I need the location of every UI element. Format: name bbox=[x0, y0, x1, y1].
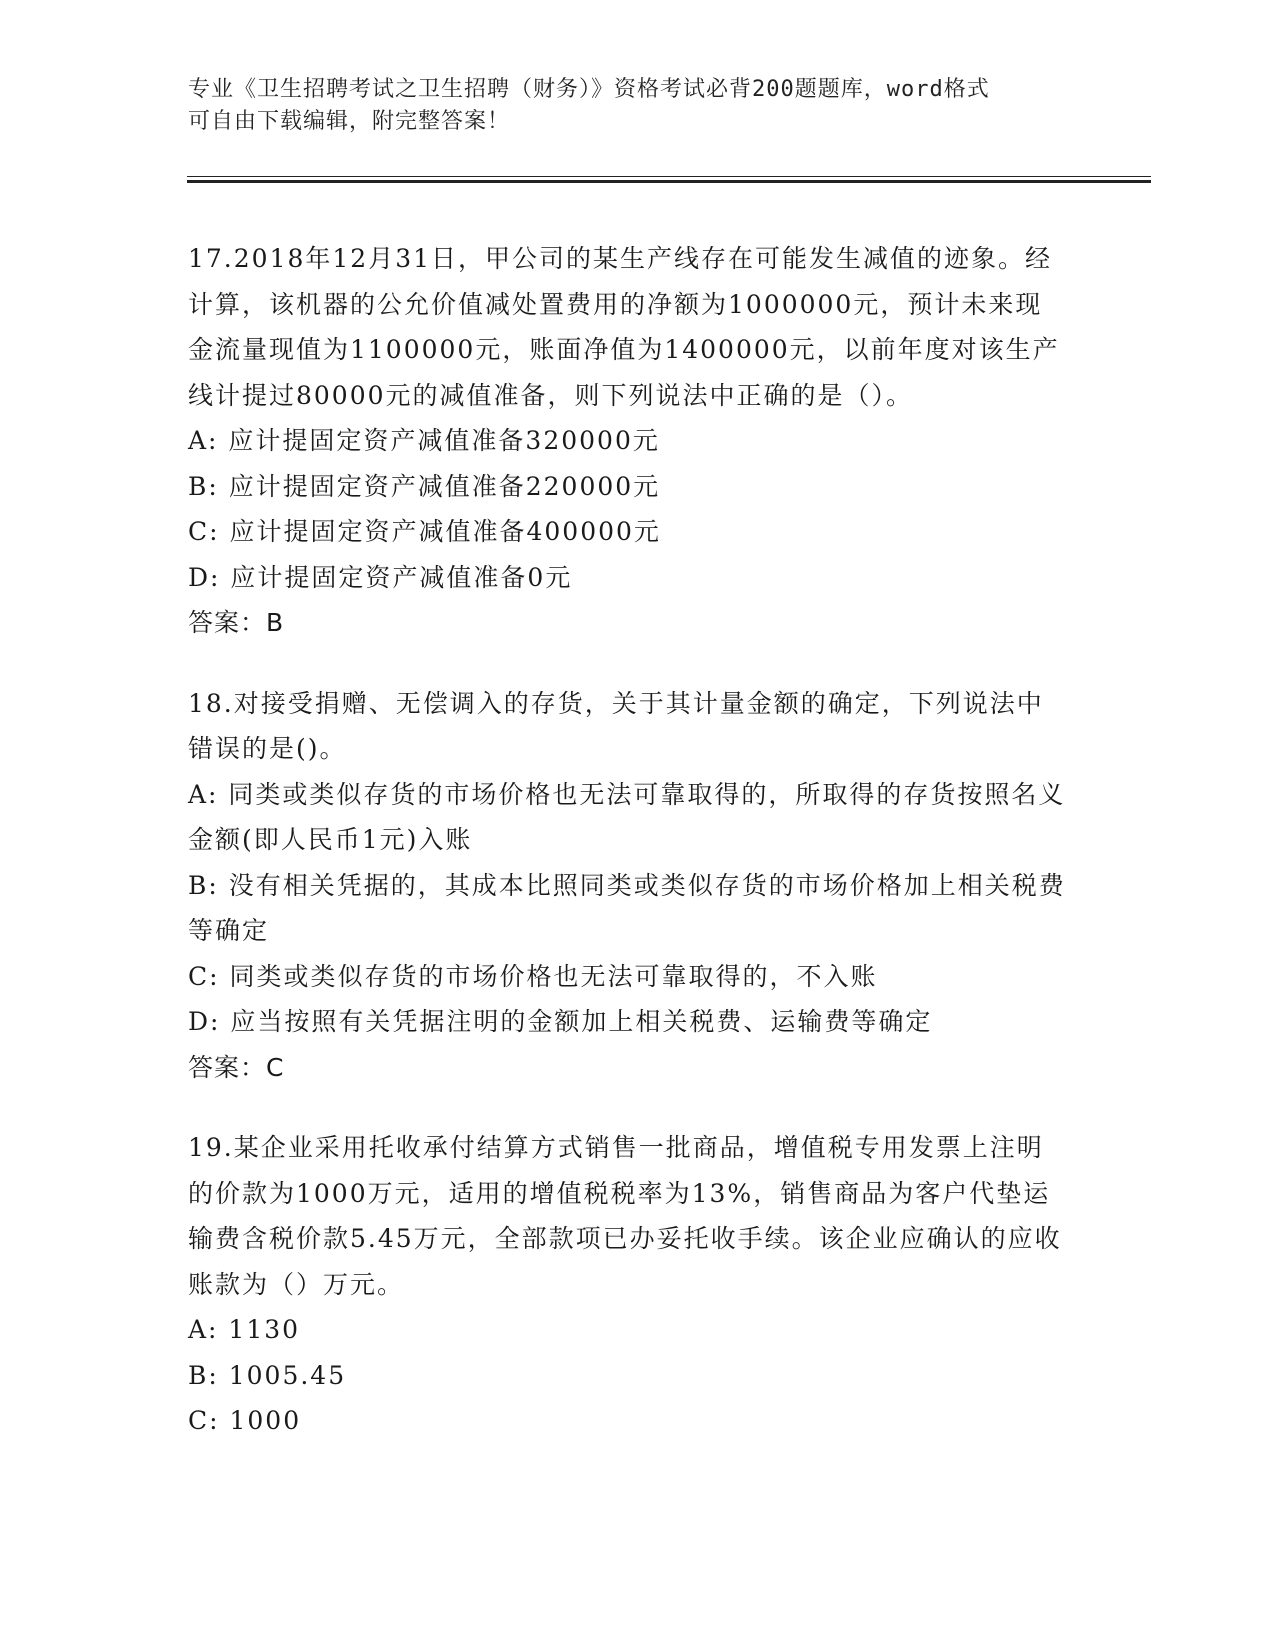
question-list bbox=[188, 236, 1068, 1479]
option-a: A: 应计提固定资产减值准备320000元 bbox=[188, 426, 660, 455]
question-stem: 18.对接受捐赠、无偿调入的存货，关于其计量金额的确定，下列说法中错误的是()。 bbox=[188, 688, 1044, 763]
option-c: C: 应计提固定资产减值准备400000元 bbox=[188, 517, 661, 546]
option-a: A: 1130 bbox=[188, 1315, 301, 1344]
question-17 bbox=[188, 236, 1068, 646]
question-stem: 17.2018年12月31日，甲公司的某生产线存在可能发生减值的迹象。经计算，该机器的公允价值减处置费用的净额为1000000元，预计未来现金流量现值为1100000元，账面净值为1400000元，以前年度对该生产线计提过80000元的减值准备，则下列说法中正确的是（）。 bbox=[188, 244, 1060, 410]
question-stem: 19.某企业采用托收承付结算方式销售一批商品，增值税专用发票上注明的价款为1000万元，适用的增值税税率为13%，销售商品为客户代垫运输费含税价款5.45万元，全部款项已办妥托收手续。该企业应确认的应收账款为（）万元。 bbox=[188, 1133, 1062, 1299]
option-a: A: 同类或类似存货的市场价格也无法可靠取得的，所取得的存货按照名义金额(即人民币1元)入账 bbox=[188, 779, 1066, 854]
header-title-line-1: 专业《卫生招聘考试之卫生招聘（财务）》资格考试必背200题题库，word格式 bbox=[188, 77, 990, 102]
option-b: B: 1005.45 bbox=[188, 1360, 347, 1390]
header-title-line-2: 可自由下载编辑，附完整答案！ bbox=[188, 109, 511, 134]
option-c: C: 同类或类似存货的市场价格也无法可靠取得的，不入账 bbox=[188, 961, 878, 991]
option-b: B: 没有相关凭据的，其成本比照同类或类似存货的市场价格加上相关税费等确定 bbox=[188, 870, 1066, 945]
question-18 bbox=[188, 681, 1068, 1091]
answer-label: 答案：C bbox=[188, 1052, 285, 1082]
header-divider-thick bbox=[187, 180, 1151, 183]
option-b: B: 应计提固定资产减值准备220000元 bbox=[188, 471, 661, 501]
option-d: D: 应计提固定资产减值准备0元 bbox=[188, 562, 573, 592]
question-19 bbox=[188, 1125, 1068, 1444]
option-c: C: 1000 bbox=[188, 1406, 302, 1435]
header-divider-thin bbox=[187, 176, 1151, 177]
answer-label: 答案：B bbox=[188, 608, 285, 637]
document-header bbox=[188, 74, 1068, 138]
option-d: D: 应当按照有关凭据注明的金额加上相关税费、运输费等确定 bbox=[188, 1007, 933, 1036]
